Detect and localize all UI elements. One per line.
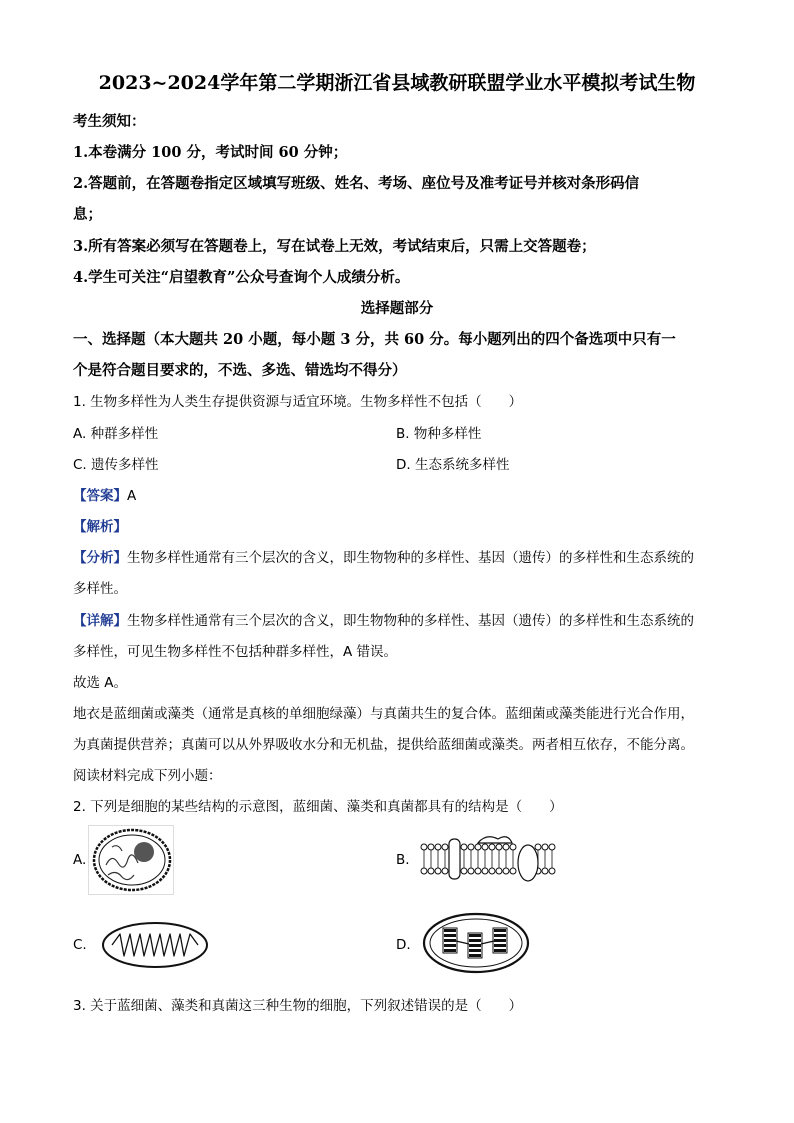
notice-item-4: 4.学生可关注“启望教育”公众号查询个人成绩分析。 [73, 269, 410, 286]
q2-label-a: A. [73, 852, 87, 868]
mitochondrion-icon [100, 920, 210, 970]
notice-item-2-cont: 息； [73, 206, 102, 223]
detail-tag: 【详解】 [73, 613, 127, 629]
q3-stem: 3. 关于蓝细菌、藻类和真菌这三种生物的细胞，下列叙述错误的是（ ） [73, 998, 523, 1014]
notice-item-1: 1.本卷满分 100 分，考试时间 60 分钟； [73, 144, 348, 161]
notice-item-3: 3.所有答案必须写在答题卷上，写在试卷上无效，考试结束后，只需上交答题卷； [73, 238, 596, 255]
q1-option-b: B. 物种多样性 [396, 426, 482, 442]
page-title: 2023~2024学年第二学期浙江省县域教研联盟学业水平模拟考试生物 [98, 72, 696, 94]
chloroplast-icon [422, 912, 530, 974]
analysis-tag: 【分析】 [73, 550, 127, 566]
q1-choose: 故选 A。 [73, 675, 128, 691]
q1-answer-line [73, 484, 136, 504]
cell-membrane-icon [418, 833, 560, 885]
passage-line-2: 为真菌提供营养；真菌可以从外界吸收水分和无机盐，提供给蓝细菌或藻类。两者相互依存，不能分离。 [73, 737, 694, 753]
q1-detail-line-2: 多样性，可见生物多样性不包括种群多样性，A 错误。 [73, 644, 398, 660]
explain-tag: 【解析】 [73, 519, 127, 535]
q1-analysis-line-1 [73, 546, 694, 566]
nucleus-icon [88, 825, 174, 895]
q2-label-d: D. [396, 937, 411, 953]
answer-value: A [127, 488, 137, 504]
notice-item-2: 2.答题前，在答题卷指定区域填写班级、姓名、考场、座位号及准考证号并核对条形码信 [73, 175, 640, 192]
q2-stem: 2. 下列是细胞的某些结构的示意图，蓝细菌、藻类和真菌都具有的结构是（ ） [73, 799, 563, 815]
section-title: 选择题部分 [360, 300, 434, 317]
notice-heading: 考生须知： [73, 113, 146, 130]
detail-text-1: 生物多样性通常有三个层次的含义，即生物物种的多样性、基因（遗传）的多样性和生态系统的 [127, 613, 694, 629]
q1-explain-line [73, 515, 127, 535]
q1-detail-line-1 [73, 609, 694, 629]
part1-instructions-1: 一、选择题（本大题共 20 小题，每小题 3 分，共 60 分。每小题列出的四个备选项中只有一 [73, 331, 676, 348]
q2-label-c: C. [73, 937, 87, 953]
part1-instructions-2: 个是符合题目要求的，不选、多选、错选均不得分） [73, 362, 407, 379]
answer-tag: 【答案】 [73, 488, 127, 504]
passage-line-3: 阅读材料完成下列小题： [73, 768, 222, 784]
q1-analysis-line-2: 多样性。 [73, 581, 127, 597]
analysis-text-1: 生物多样性通常有三个层次的含义，即生物物种的多样性、基因（遗传）的多样性和生态系统的 [127, 550, 694, 566]
q1-option-c: C. 遗传多样性 [73, 457, 159, 473]
q1-stem: 1. 生物多样性为人类生存提供资源与适宜环境。生物多样性不包括（ ） [73, 394, 523, 410]
passage-line-1: 地衣是蓝细菌或藻类（通常是真核的单细胞绿藻）与真菌共生的复合体。蓝细菌或藻类能进行光合作用， [73, 706, 694, 722]
q1-option-a: A. 种群多样性 [73, 426, 159, 442]
q2-label-b: B. [396, 852, 410, 868]
q1-option-d: D. 生态系统多样性 [396, 457, 510, 473]
